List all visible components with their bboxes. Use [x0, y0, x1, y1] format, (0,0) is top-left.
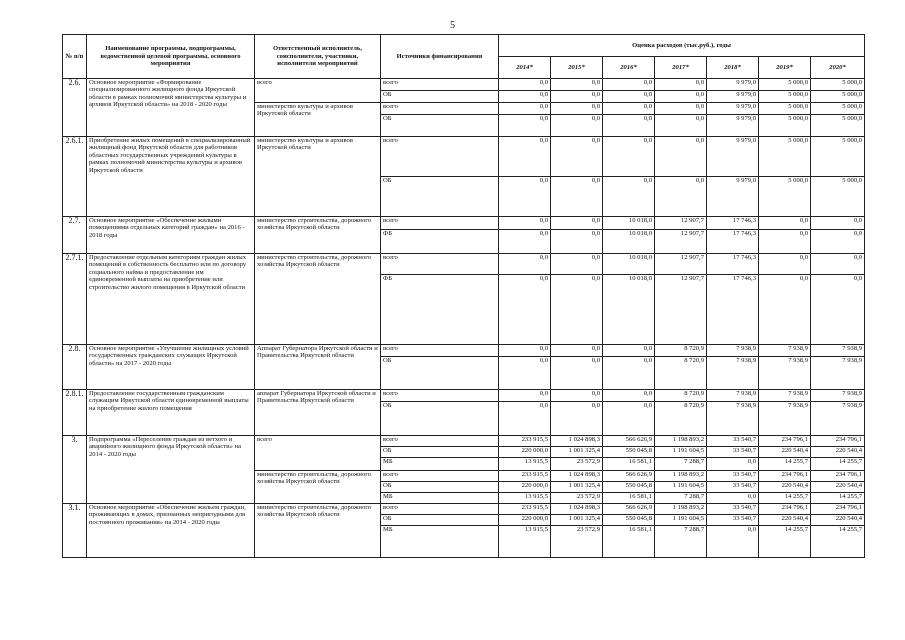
row-source: ОБ [381, 447, 499, 458]
row-source: ОБ [381, 402, 499, 436]
row-source: всего [381, 217, 499, 230]
value-cell: 234 796,1 [811, 436, 865, 447]
value-cell: 0,0 [759, 254, 811, 275]
value-cell: 7 938,9 [759, 357, 811, 390]
value-cell: 33 540,7 [707, 447, 759, 458]
value-cell: 0,0 [759, 217, 811, 230]
value-cell: 12 907,7 [655, 254, 707, 275]
value-cell: 220 000,0 [499, 447, 551, 458]
value-cell: 0,0 [811, 275, 865, 345]
value-cell: 9 979,0 [707, 79, 759, 91]
value-cell: 5 000,0 [759, 79, 811, 91]
value-cell: 0,0 [811, 254, 865, 275]
value-cell: 1 198 893,2 [655, 471, 707, 482]
header-executor: Ответственный исполнитель, соисполнители, участники, исполнители мероприятий [255, 35, 381, 79]
value-cell: 1 001 325,4 [551, 447, 603, 458]
header-year: 2018* [707, 57, 759, 79]
value-cell: 16 581,1 [603, 526, 655, 558]
value-cell: 14 255,7 [811, 493, 865, 504]
value-cell: 0,0 [551, 137, 603, 177]
value-cell: 0,0 [603, 103, 655, 115]
header-year: 2019* [759, 57, 811, 79]
value-cell: 9 979,0 [707, 137, 759, 177]
value-cell: 234 796,1 [811, 471, 865, 482]
value-cell: 7 288,7 [655, 526, 707, 558]
header-year: 2016* [603, 57, 655, 79]
value-cell: 0,0 [603, 345, 655, 357]
value-cell: 23 572,9 [551, 458, 603, 471]
row-executor: министерство строительства, дорожного хозяйства Иркутской области [255, 254, 381, 345]
row-source: ОБ [381, 91, 499, 103]
value-cell: 10 018,0 [603, 254, 655, 275]
row-source: всего [381, 254, 499, 275]
value-cell: 5 000,0 [759, 177, 811, 217]
value-cell: 0,0 [603, 79, 655, 91]
header-num: № п/п [63, 35, 87, 79]
value-cell: 33 540,7 [707, 436, 759, 447]
row-number: 2.6.1. [63, 137, 87, 217]
value-cell: 234 796,1 [759, 504, 811, 515]
value-cell: 0,0 [603, 137, 655, 177]
row-source: всего [381, 471, 499, 482]
value-cell: 0,0 [811, 230, 865, 254]
row-source: МБ [381, 526, 499, 558]
value-cell: 1 191 604,5 [655, 482, 707, 493]
value-cell: 0,0 [499, 137, 551, 177]
table-row [63, 254, 865, 275]
value-cell: 0,0 [551, 345, 603, 357]
value-cell: 234 796,1 [811, 504, 865, 515]
table-row [63, 390, 865, 402]
value-cell: 0,0 [655, 137, 707, 177]
value-cell: 17 746,3 [707, 217, 759, 230]
row-number: 2.7. [63, 217, 87, 254]
value-cell: 0,0 [655, 115, 707, 137]
value-cell: 12 907,7 [655, 217, 707, 230]
value-cell: 220 000,0 [499, 515, 551, 526]
table-row [63, 137, 865, 177]
row-source: всего [381, 345, 499, 357]
value-cell: 550 045,8 [603, 482, 655, 493]
row-source: ФБ [381, 275, 499, 345]
value-cell: 0,0 [759, 275, 811, 345]
value-cell: 5 000,0 [759, 137, 811, 177]
value-cell: 8 720,9 [655, 345, 707, 357]
value-cell: 7 938,9 [811, 402, 865, 436]
row-source: всего [381, 103, 499, 115]
row-name: Основное мероприятие «Обеспечение жильем граждан, проживающих в домах, признанных непригодными для постоянного проживания» на 2014 - 2020 годы [87, 504, 255, 558]
value-cell: 16 581,1 [603, 458, 655, 471]
value-cell: 1 024 898,3 [551, 471, 603, 482]
value-cell: 14 255,7 [759, 526, 811, 558]
value-cell: 8 720,9 [655, 402, 707, 436]
value-cell: 566 626,9 [603, 436, 655, 447]
value-cell: 10 018,0 [603, 230, 655, 254]
value-cell: 13 915,5 [499, 493, 551, 504]
row-source: всего [381, 504, 499, 515]
value-cell: 17 746,3 [707, 254, 759, 275]
value-cell: 233 915,5 [499, 436, 551, 447]
page-number: 5 [450, 20, 455, 31]
value-cell: 7 938,9 [811, 390, 865, 402]
value-cell: 33 540,7 [707, 482, 759, 493]
value-cell: 0,0 [499, 115, 551, 137]
value-cell: 5 000,0 [811, 103, 865, 115]
value-cell: 7 938,9 [759, 402, 811, 436]
row-source: всего [381, 137, 499, 177]
row-name: Основное мероприятие «Обеспечение жилыми помещениями отдельных категорий граждан» на 2016 - 2018 годы [87, 217, 255, 254]
value-cell: 220 540,4 [811, 447, 865, 458]
value-cell: 5 000,0 [759, 103, 811, 115]
value-cell: 0,0 [603, 115, 655, 137]
row-executor: министерство строительства, дорожного хозяйства Иркутской области [255, 471, 381, 504]
value-cell: 14 255,7 [759, 458, 811, 471]
value-cell: 5 000,0 [759, 91, 811, 103]
value-cell: 0,0 [707, 458, 759, 471]
value-cell: 234 796,1 [759, 436, 811, 447]
row-source: ФБ [381, 230, 499, 254]
header-cost: Оценка расходов (тыс.руб.), годы [499, 35, 865, 57]
value-cell: 12 907,7 [655, 230, 707, 254]
value-cell: 14 255,7 [811, 526, 865, 558]
value-cell: 7 288,7 [655, 493, 707, 504]
value-cell: 5 000,0 [811, 177, 865, 217]
value-cell: 1 198 893,2 [655, 436, 707, 447]
row-source: всего [381, 79, 499, 91]
value-cell: 0,0 [551, 357, 603, 390]
value-cell: 0,0 [603, 177, 655, 217]
value-cell: 7 938,9 [759, 345, 811, 357]
value-cell: 7 938,9 [707, 345, 759, 357]
value-cell: 5 000,0 [759, 115, 811, 137]
row-executor: всего [255, 79, 381, 103]
value-cell: 0,0 [551, 103, 603, 115]
value-cell: 220 540,4 [759, 482, 811, 493]
value-cell: 5 000,0 [811, 91, 865, 103]
row-source: ОБ [381, 515, 499, 526]
value-cell: 0,0 [551, 390, 603, 402]
value-cell: 9 979,0 [707, 115, 759, 137]
row-number: 2.8.1. [63, 390, 87, 436]
value-cell: 0,0 [499, 390, 551, 402]
budget-table [62, 34, 865, 558]
value-cell: 16 581,1 [603, 493, 655, 504]
value-cell: 5 000,0 [811, 115, 865, 137]
value-cell: 23 572,9 [551, 526, 603, 558]
value-cell: 1 024 898,3 [551, 436, 603, 447]
value-cell: 0,0 [499, 177, 551, 217]
value-cell: 0,0 [499, 230, 551, 254]
value-cell: 220 540,4 [759, 515, 811, 526]
value-cell: 7 288,7 [655, 458, 707, 471]
value-cell: 13 915,5 [499, 458, 551, 471]
row-executor: министерство строительства, дорожного хозяйства Иркутской области [255, 217, 381, 254]
value-cell: 1 024 898,3 [551, 504, 603, 515]
value-cell: 7 938,9 [707, 390, 759, 402]
row-source: всего [381, 436, 499, 447]
value-cell: 33 540,7 [707, 515, 759, 526]
value-cell: 12 907,7 [655, 275, 707, 345]
value-cell: 234 796,1 [759, 471, 811, 482]
value-cell: 0,0 [603, 91, 655, 103]
row-source: всего [381, 390, 499, 402]
value-cell: 8 720,9 [655, 390, 707, 402]
value-cell: 7 938,9 [707, 357, 759, 390]
table-row [63, 345, 865, 357]
value-cell: 0,0 [551, 402, 603, 436]
value-cell: 550 045,8 [603, 515, 655, 526]
row-name: Предоставление отдельным категориям граждан жилых помещений в собственность бесплатно или по договору социального найма и предоставление им единовременной выплаты на приобретение или строительство жилого помещения в Иркутской области [87, 254, 255, 345]
value-cell: 7 938,9 [707, 402, 759, 436]
header-source: Источники финансирования [381, 35, 499, 79]
value-cell: 0,0 [707, 493, 759, 504]
value-cell: 33 540,7 [707, 471, 759, 482]
row-source: ОБ [381, 357, 499, 390]
value-cell: 5 000,0 [811, 79, 865, 91]
value-cell: 0,0 [551, 275, 603, 345]
value-cell: 23 572,9 [551, 493, 603, 504]
row-executor: министерство культуры и архивов Иркутской области [255, 137, 381, 217]
row-number: 2.8. [63, 345, 87, 390]
row-number: 2.7.1. [63, 254, 87, 345]
value-cell: 7 938,9 [811, 345, 865, 357]
value-cell: 8 720,9 [655, 357, 707, 390]
value-cell: 0,0 [655, 79, 707, 91]
value-cell: 220 000,0 [499, 482, 551, 493]
row-executor: министерство культуры и архивов Иркутской области [255, 103, 381, 137]
value-cell: 0,0 [499, 345, 551, 357]
value-cell: 10 018,0 [603, 275, 655, 345]
row-executor: аппарат Губернатора Иркутской области и Правительства Иркутской области [255, 390, 381, 436]
value-cell: 7 938,9 [759, 390, 811, 402]
row-executor: министерство строительства, дорожного хозяйства Иркутской области [255, 504, 381, 558]
row-source: МБ [381, 458, 499, 471]
row-name: Основное мероприятие «Формирование специализированного жилищного фонда Иркутской области в рамках полномочий министерства культуры и архивов Иркутской области» на 2018 - 2020 годы [87, 79, 255, 137]
value-cell: 566 626,9 [603, 504, 655, 515]
value-cell: 220 540,4 [811, 515, 865, 526]
value-cell: 33 540,7 [707, 504, 759, 515]
value-cell: 0,0 [811, 217, 865, 230]
value-cell: 0,0 [551, 177, 603, 217]
table-row [63, 217, 865, 230]
header-year: 2015* [551, 57, 603, 79]
row-executor: Аппарат Губернатора Иркутской области и Правительства Иркутской области [255, 345, 381, 390]
value-cell: 14 255,7 [811, 458, 865, 471]
value-cell: 0,0 [499, 103, 551, 115]
value-cell: 1 198 893,2 [655, 504, 707, 515]
value-cell: 0,0 [551, 115, 603, 137]
value-cell: 0,0 [707, 526, 759, 558]
value-cell: 0,0 [499, 275, 551, 345]
row-number: 3. [63, 436, 87, 504]
value-cell: 9 979,0 [707, 177, 759, 217]
header-name: Наименование программы, подпрограммы, ведомственной целевой программы, основного мероприятия [87, 35, 255, 79]
value-cell: 13 915,5 [499, 526, 551, 558]
value-cell: 0,0 [551, 91, 603, 103]
value-cell: 220 540,4 [759, 447, 811, 458]
value-cell: 9 979,0 [707, 91, 759, 103]
row-executor: всего [255, 436, 381, 471]
value-cell: 1 191 604,5 [655, 515, 707, 526]
value-cell: 0,0 [499, 91, 551, 103]
value-cell: 1 001 325,4 [551, 482, 603, 493]
value-cell: 0,0 [655, 103, 707, 115]
row-source: МБ [381, 493, 499, 504]
value-cell: 17 746,3 [707, 230, 759, 254]
value-cell: 17 746,3 [707, 275, 759, 345]
value-cell: 233 915,5 [499, 471, 551, 482]
row-number: 2.6. [63, 79, 87, 137]
value-cell: 0,0 [551, 217, 603, 230]
value-cell: 0,0 [499, 217, 551, 230]
value-cell: 0,0 [499, 79, 551, 91]
value-cell: 5 000,0 [811, 137, 865, 177]
table-row [63, 436, 865, 447]
row-number: 3.1. [63, 504, 87, 558]
row-source: ОБ [381, 482, 499, 493]
table-row [63, 79, 865, 91]
row-source: ОБ [381, 177, 499, 217]
value-cell: 0,0 [551, 230, 603, 254]
row-name: Подпрограмма «Переселение граждан из ветхого и аварийного жилищного фонда Иркутской области» на 2014 - 2020 годы [87, 436, 255, 504]
value-cell: 0,0 [603, 357, 655, 390]
row-source: ОБ [381, 115, 499, 137]
value-cell: 0,0 [551, 79, 603, 91]
value-cell: 10 018,0 [603, 217, 655, 230]
table-row [63, 504, 865, 515]
value-cell: 0,0 [655, 177, 707, 217]
row-name: Приобретение жилых помещений в специализированный жилищный фонд Иркутской области для работников областных государственных учреждений культуры в рамках полномочий министерства культуры и архивов Иркутской области [87, 137, 255, 217]
value-cell: 566 626,9 [603, 471, 655, 482]
header-year: 2017* [655, 57, 707, 79]
header-year: 2014* [499, 57, 551, 79]
value-cell: 0,0 [499, 357, 551, 390]
value-cell: 14 255,7 [759, 493, 811, 504]
value-cell: 7 938,9 [811, 357, 865, 390]
value-cell: 1 001 325,4 [551, 515, 603, 526]
value-cell: 0,0 [499, 254, 551, 275]
row-name: Основное мероприятие «Улучшение жилищных условий государственных гражданских служащих Иркутской области» на 2017 - 2020 годы [87, 345, 255, 390]
value-cell: 0,0 [655, 91, 707, 103]
value-cell: 9 979,0 [707, 103, 759, 115]
value-cell: 0,0 [551, 254, 603, 275]
value-cell: 220 540,4 [811, 482, 865, 493]
value-cell: 0,0 [759, 230, 811, 254]
value-cell: 233 915,5 [499, 504, 551, 515]
value-cell: 0,0 [603, 402, 655, 436]
value-cell: 550 045,8 [603, 447, 655, 458]
value-cell: 1 191 604,5 [655, 447, 707, 458]
row-name: Предоставление государственным гражданским служащим Иркутской области единовременной выплаты на приобретение жилого помещения [87, 390, 255, 436]
header-year: 2020* [811, 57, 865, 79]
value-cell: 0,0 [499, 402, 551, 436]
value-cell: 0,0 [603, 390, 655, 402]
